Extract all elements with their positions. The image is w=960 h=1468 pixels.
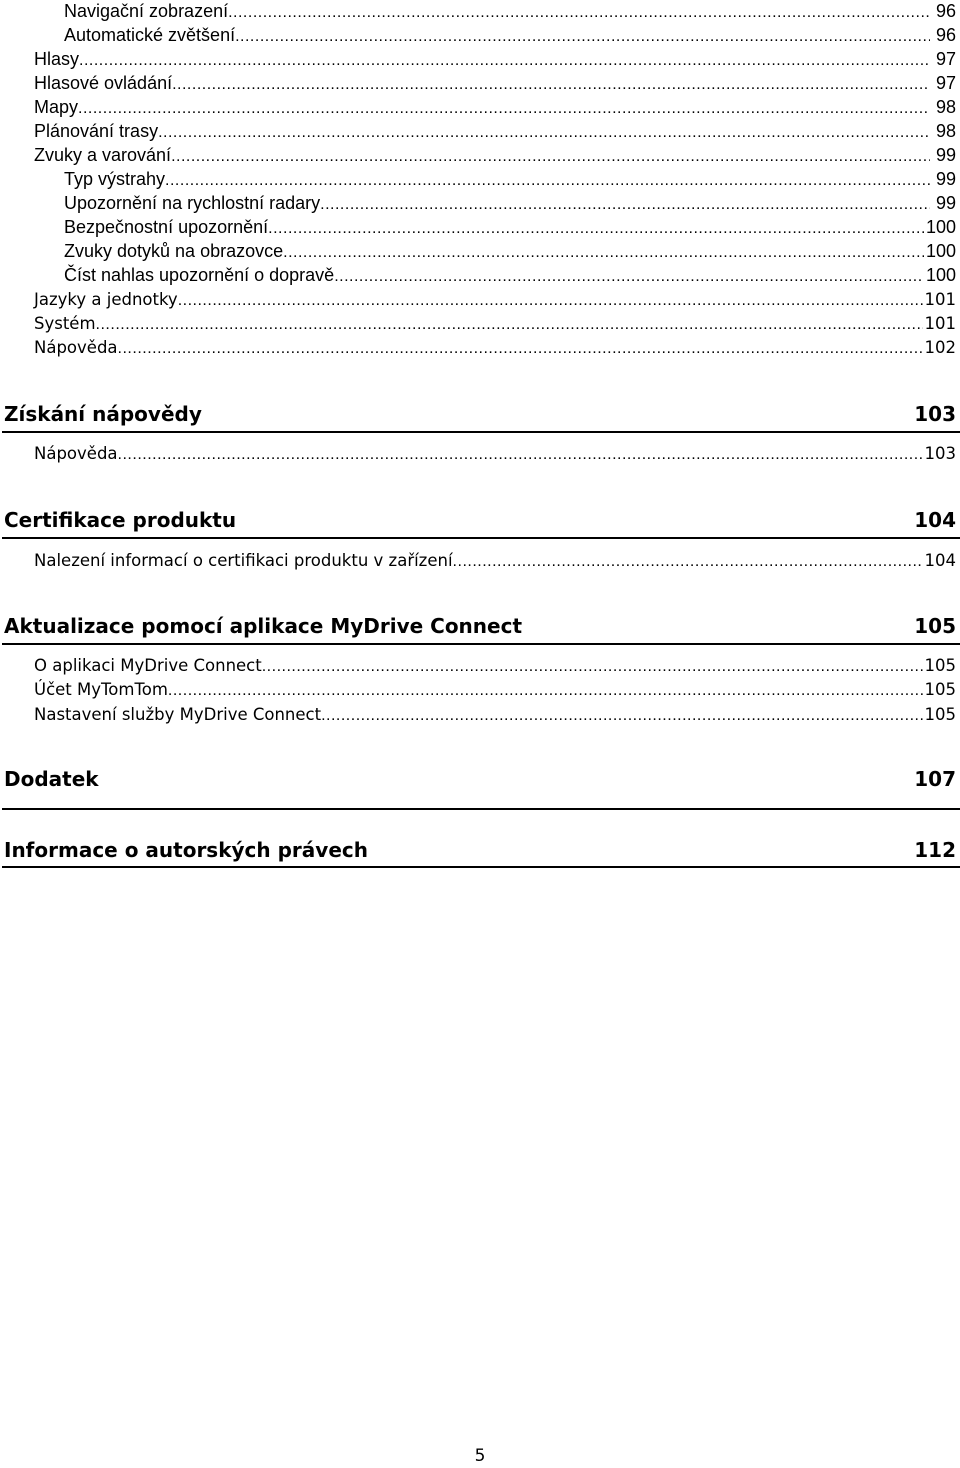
toc-leader-dots bbox=[283, 244, 924, 262]
toc-leader-dots bbox=[334, 268, 924, 286]
toc-leader-dots bbox=[235, 28, 930, 46]
toc-entry-page: 96 bbox=[935, 25, 956, 45]
toc-entry[interactable] bbox=[34, 338, 956, 362]
toc-section-heading[interactable] bbox=[4, 402, 956, 426]
section-divider bbox=[2, 808, 960, 810]
toc-entry-page: 102 bbox=[924, 338, 956, 357]
toc-leader-dots bbox=[171, 148, 930, 166]
toc-entry[interactable] bbox=[64, 241, 956, 265]
toc-section-title: Získání nápovědy bbox=[4, 402, 202, 426]
section-divider bbox=[2, 866, 960, 868]
toc-entry-label: Číst nahlas upozornění o dopravě bbox=[64, 265, 335, 285]
toc-section-page: 112 bbox=[914, 838, 956, 862]
toc-entry-label: Hlasy bbox=[34, 49, 80, 69]
toc-leader-dots bbox=[158, 124, 930, 142]
toc-leader-dots bbox=[321, 707, 922, 725]
toc-section-page: 105 bbox=[914, 614, 956, 638]
toc-leader-dots bbox=[178, 292, 923, 310]
toc-entry-page: 101 bbox=[924, 290, 956, 309]
toc-entry[interactable] bbox=[64, 169, 956, 193]
toc-leader-dots bbox=[78, 100, 930, 118]
toc-leader-dots bbox=[262, 658, 923, 676]
toc-entry-label: Nastavení služby MyDrive Connect bbox=[34, 705, 322, 724]
toc-entry-page: 101 bbox=[924, 314, 956, 333]
toc-entry-page: 105 bbox=[924, 705, 956, 724]
section-divider bbox=[2, 431, 960, 433]
toc-entry-page: 100 bbox=[925, 241, 956, 261]
toc-section-page: 104 bbox=[914, 508, 956, 532]
toc-entry-page: 105 bbox=[924, 656, 956, 675]
toc-section-title: Certifikace produktu bbox=[4, 508, 237, 532]
toc-leader-dots bbox=[79, 52, 930, 70]
toc-leader-dots bbox=[228, 4, 930, 22]
toc-entry[interactable] bbox=[34, 49, 956, 73]
toc-entry[interactable] bbox=[34, 314, 956, 338]
toc-leader-dots bbox=[172, 76, 930, 94]
toc-entry[interactable] bbox=[34, 97, 956, 121]
toc-entry-page: 96 bbox=[935, 1, 956, 21]
toc-entry-label: Zvuky dotyků na obrazovce bbox=[64, 241, 284, 261]
toc-entry-page: 99 bbox=[935, 169, 956, 189]
toc-entry-label: Nápověda bbox=[34, 444, 118, 463]
toc-section-heading[interactable] bbox=[4, 838, 956, 862]
toc-leader-dots bbox=[320, 196, 930, 214]
toc-leader-dots bbox=[268, 220, 924, 238]
toc-entry-label: Bezpečnostní upozornění bbox=[64, 217, 269, 237]
toc-entry-page: 100 bbox=[925, 217, 956, 237]
toc-entry-page: 100 bbox=[925, 265, 956, 285]
toc-entry-page: 99 bbox=[935, 193, 956, 213]
toc-section-page: 107 bbox=[914, 767, 956, 791]
toc-entry-label: Typ výstrahy bbox=[64, 169, 166, 189]
toc-section-heading[interactable] bbox=[4, 508, 956, 532]
toc-entry-label: Mapy bbox=[34, 97, 79, 117]
toc-entry-page: 98 bbox=[935, 97, 956, 117]
toc-leader-dots bbox=[96, 316, 923, 334]
toc-leader-dots bbox=[118, 340, 923, 358]
toc-entry[interactable] bbox=[64, 217, 956, 241]
toc-entry-page: 97 bbox=[935, 49, 956, 69]
toc-entry-label: Systém bbox=[34, 314, 96, 333]
toc-entry-label: Navigační zobrazení bbox=[64, 1, 229, 21]
toc-entry[interactable] bbox=[64, 265, 956, 289]
toc-entry[interactable] bbox=[34, 121, 956, 145]
toc-section-title: Informace o autorských právech bbox=[4, 838, 368, 862]
toc-section-title: Dodatek bbox=[4, 767, 99, 791]
toc-entry-label: Hlasové ovládání bbox=[34, 73, 173, 93]
toc-leader-dots bbox=[453, 553, 923, 571]
toc-entry-label: Nalezení informací o certifikaci produktu v zařízení bbox=[34, 551, 453, 570]
toc-entry[interactable] bbox=[34, 680, 956, 704]
toc-section-heading[interactable] bbox=[4, 767, 956, 791]
toc-entry[interactable] bbox=[64, 1, 956, 25]
toc-entry[interactable] bbox=[34, 73, 956, 97]
toc-entry-label: Zvuky a varování bbox=[34, 145, 172, 165]
toc-leader-dots bbox=[168, 682, 923, 700]
toc-entry-label: Plánování trasy bbox=[34, 121, 159, 141]
toc-entry-page: 97 bbox=[935, 73, 956, 93]
toc-leader-dots bbox=[165, 172, 930, 190]
toc-entry[interactable] bbox=[34, 290, 956, 314]
section-divider bbox=[2, 537, 960, 539]
toc-entry-label: Nápověda bbox=[34, 338, 118, 357]
toc-leader-dots bbox=[118, 446, 923, 464]
toc-entry-label: Upozornění na rychlostní radary bbox=[64, 193, 321, 213]
toc-entry[interactable] bbox=[34, 656, 956, 680]
toc-entry-label: O aplikaci MyDrive Connect bbox=[34, 656, 262, 675]
toc-entry[interactable] bbox=[34, 444, 956, 468]
toc-entry-label: Automatické zvětšení bbox=[64, 25, 236, 45]
toc-entry-page: 99 bbox=[935, 145, 956, 165]
toc-section-page: 103 bbox=[914, 402, 956, 426]
toc-entry[interactable] bbox=[64, 25, 956, 49]
toc-entry-label: Účet MyTomTom bbox=[34, 680, 168, 699]
toc-section-title: Aktualizace pomocí aplikace MyDrive Connect bbox=[4, 614, 523, 638]
toc-entry-page: 105 bbox=[924, 680, 956, 699]
toc-entry-page: 104 bbox=[924, 551, 956, 570]
toc-entry[interactable] bbox=[34, 551, 956, 575]
toc-entry-page: 103 bbox=[924, 444, 956, 463]
page-number: 5 bbox=[474, 1446, 486, 1466]
toc-entry-label: Jazyky a jednotky bbox=[34, 290, 178, 309]
toc-entry[interactable] bbox=[34, 145, 956, 169]
toc-section-heading[interactable] bbox=[4, 614, 956, 638]
toc-entry[interactable] bbox=[64, 193, 956, 217]
toc-entry[interactable] bbox=[34, 705, 956, 729]
section-divider bbox=[2, 643, 960, 645]
toc-entry-page: 98 bbox=[935, 121, 956, 141]
